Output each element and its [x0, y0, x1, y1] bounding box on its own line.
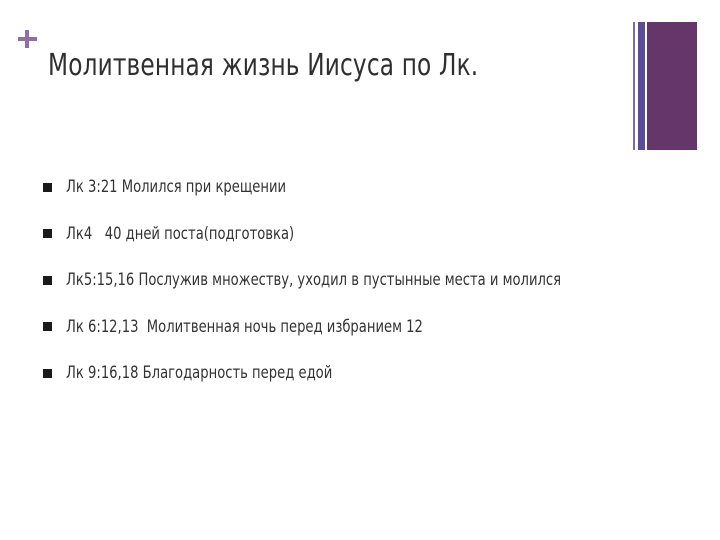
decorative-divider-thin: [633, 22, 635, 150]
bullet-item: [43, 304, 643, 351]
bullet-item: [43, 211, 643, 258]
bullet-text: Лк 6:12,13 Молитвенная ночь перед избранием 12: [66, 316, 423, 337]
accent-block: [647, 22, 697, 150]
slide-title: Молитвенная жизнь Иисуса по Лк.: [48, 48, 479, 83]
square-bullet-icon: [43, 322, 52, 331]
square-bullet-icon: [43, 183, 52, 192]
square-bullet-icon: [43, 229, 52, 238]
decorative-divider-thick: [638, 22, 645, 150]
bullet-list: [43, 164, 643, 397]
bullet-text: Лк 9:16,18 Благодарность перед едой: [66, 363, 333, 384]
bullet-text: Лк4 40 дней поста(подготовка): [66, 223, 295, 244]
bullet-text: Лк 3:21 Молился при крещении: [66, 177, 287, 198]
bullet-item: [43, 350, 643, 397]
square-bullet-icon: [43, 276, 52, 285]
bullet-item: [43, 257, 643, 304]
plus-icon: [18, 28, 42, 52]
square-bullet-icon: [43, 369, 52, 378]
bullet-text: Лк5:15,16 Послужив множеству, уходил в пустынные места и молился: [66, 270, 562, 291]
bullet-item: [43, 164, 643, 211]
